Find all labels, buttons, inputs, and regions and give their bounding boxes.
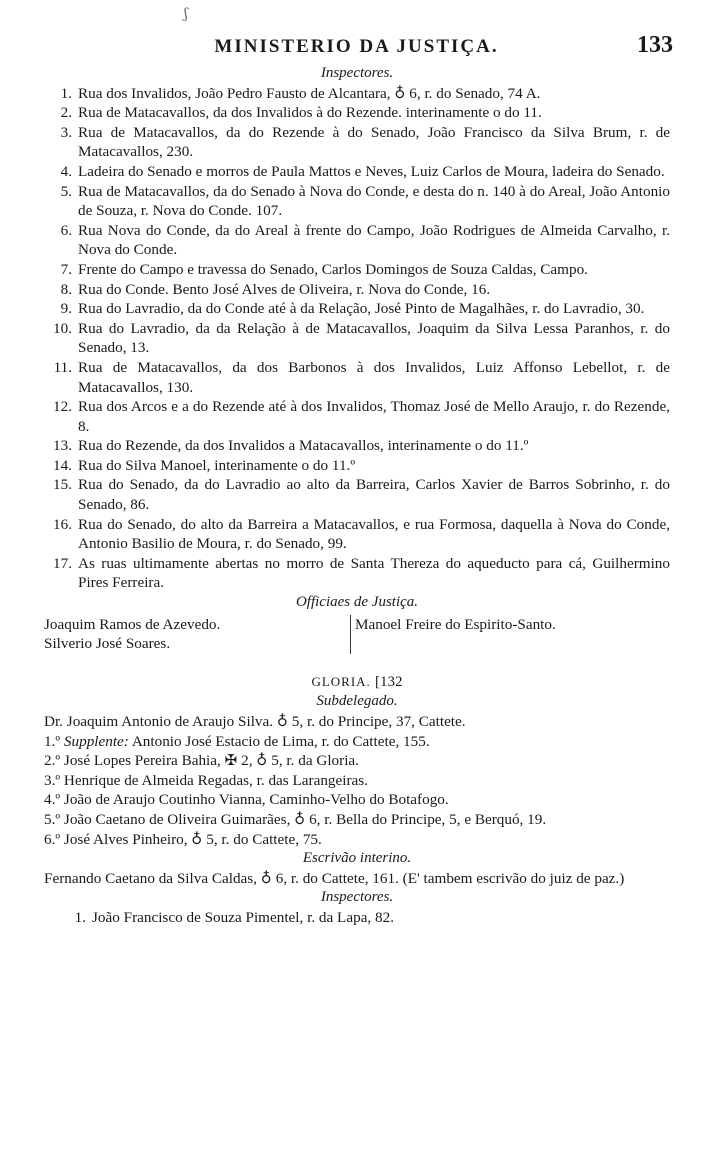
section-heading-gloria	[44, 672, 670, 693]
item-number: 14.	[53, 456, 72, 474]
section-ref: [132	[375, 673, 403, 690]
item-text: Rua dos Arcos e a do Rezende até à dos Invalidos, Thomaz José de Mello Araujo, r. do Rezende, 8.	[78, 398, 670, 435]
supplente-text: José Alves Pinheiro, ♁ 5, r. do Cattete, 75.	[63, 830, 322, 848]
official-name: Joaquim Ramos de Azevedo.	[44, 615, 221, 633]
page-number: 133	[637, 32, 673, 58]
list-item	[44, 475, 670, 514]
list-item	[44, 280, 670, 300]
supplente-entry	[44, 830, 670, 850]
item-text: Rua de Matacavallos, da do Senado à Nova do Conde, e desta do n. 140 à do Areal, João Antonio de Souza, r. Nova do Conde. 107.	[78, 182, 670, 220]
item-text: Rua de Matacavallos, da do Rezende à do Senado, João Francisco da Silva Brum, r. de Matacavallos, 230.	[78, 123, 670, 161]
supplente-text: João Caetano de Oliveira Guimarães, ♁ 6, r. Bella do Principe, 5, e Berquó, 19.	[63, 810, 547, 828]
item-text: Rua do Lavradio, da do Conde até à da Relação, José Pinto de Magalhães, r. do Lavradio, 30.	[78, 300, 645, 318]
list-item	[44, 260, 670, 280]
item-text: Rua de Matacavallos, da dos Invalidos à do Rezende. interinamente o do 11.	[78, 104, 542, 122]
supplente-entry	[44, 810, 670, 830]
item-number: 12.	[53, 398, 72, 416]
item-number: 6.	[60, 221, 72, 239]
officials-heading: Officiaes de Justiça.	[295, 594, 419, 611]
item-number: 13.	[53, 437, 72, 455]
item-number: 10.	[53, 319, 72, 337]
supplente-entry	[44, 771, 670, 791]
supplente-text: Henrique de Almeida Regadas, r. das Larangeiras.	[63, 771, 368, 789]
item-text: Rua do Senado, do alto da Barreira a Matacavallos, e rua Formosa, daquella à Nova do Conde, Antonio Basilio de Moura, r. do Senado, 99.	[78, 515, 670, 553]
official-name: Silverio José Soares.	[44, 635, 171, 653]
supplentes-list	[44, 732, 670, 850]
item-number: 16.	[53, 515, 72, 533]
item-text: Rua do Lavradio, da da Relação à de Matacavallos, Joaquim da Silva Lessa Paranhos, r. do Senado, 13.	[78, 319, 670, 357]
item-text: Rua do Silva Manoel, interinamente o do 11.º	[78, 456, 356, 474]
item-number: 17.	[53, 554, 72, 572]
list-item	[44, 123, 670, 162]
item-number: 2.	[60, 104, 72, 122]
item-number: 15.	[53, 476, 72, 494]
stray-ink-mark: ʃ	[184, 6, 188, 22]
escrivao-entry: Fernando Caetano da Silva Caldas, ♁ 6, r. do Cattete, 161. (E' tambem escrivão do juiz de paz.)	[44, 869, 625, 887]
item-text: Rua dos Invalidos, João Pedro Fausto de Alcantara, ♁ 6, r. do Senado, 74 A.	[78, 84, 541, 102]
item-number: 7.	[60, 260, 72, 278]
item-text: As ruas ultimamente abertas no morro de Santa Thereza do aqueducto para cá, Guilhermino Pires Ferreira.	[78, 554, 670, 592]
supplente-number: 5.º	[44, 810, 61, 828]
supplente-number: 3.º	[44, 771, 61, 789]
subdelegado-heading: Subdelegado.	[316, 693, 398, 710]
item-number: 5.	[60, 182, 72, 200]
supplente-number: 1.º	[44, 732, 61, 750]
supplente-text: João de Araujo Coutinho Vianna, Caminho-Velho do Botafogo.	[63, 791, 449, 809]
item-number: 11.	[53, 358, 72, 376]
running-head	[40, 32, 673, 66]
list-item	[44, 436, 670, 456]
list-item	[44, 84, 670, 104]
item-text: Ladeira do Senado e morros de Paula Mattos e Neves, Luiz Carlos de Moura, ladeira do Senado.	[78, 162, 665, 180]
supplente-number: 6.º	[44, 830, 61, 848]
list-item	[44, 103, 670, 123]
supplente-label: Supplente:	[63, 732, 129, 750]
gloria-inspectors-list	[58, 908, 670, 928]
supplente-text: José Lopes Pereira Bahia, ✠ 2, ♁ 5, r. da Gloria.	[63, 752, 359, 770]
officials-left-column	[44, 615, 350, 654]
item-number: 9.	[60, 300, 72, 318]
supplente-text: Antonio José Estacio de Lima, r. do Cattete, 155.	[131, 732, 430, 750]
item-text: Frente do Campo e travessa do Senado, Carlos Domingos de Souza Caldas, Campo.	[78, 260, 588, 278]
official-name: Manoel Freire do Espirito-Santo.	[355, 615, 556, 633]
list-item	[44, 358, 670, 397]
subdelegado-entry: Dr. Joaquim Antonio de Araujo Silva. ♁ 5, r. do Principe, 37, Cattete.	[44, 713, 466, 730]
item-text: Rua do Rezende, da dos Invalidos a Matacavallos, interinamente o do 11.º	[78, 437, 529, 455]
list-item	[58, 908, 670, 928]
list-item	[44, 319, 670, 358]
inspectors-list	[44, 84, 670, 593]
item-text: Rua do Senado, da do Lavradio ao alto da Barreira, Carlos Xavier de Barros Sobrinho, r. do Senado, 86.	[78, 476, 670, 514]
item-text: João Francisco de Souza Pimentel, r. da Lapa, 82.	[92, 908, 394, 926]
supplente-entry	[44, 732, 670, 752]
gloria-inspectors-heading: Inspectores.	[320, 889, 394, 906]
page-content	[44, 64, 670, 928]
list-item	[44, 397, 670, 436]
section-label: GLORIA.	[311, 673, 371, 689]
supplente-entry	[44, 790, 670, 810]
officials-right-column	[350, 615, 556, 654]
running-title: MINISTERIO DA JUSTIÇA.	[214, 36, 499, 57]
list-item	[44, 515, 670, 554]
list-item	[44, 162, 670, 182]
list-item	[44, 456, 670, 476]
item-number: 4.	[60, 162, 72, 180]
list-item	[44, 221, 670, 260]
item-number: 1.	[60, 84, 72, 102]
item-number: 1.	[74, 908, 86, 926]
item-text: Rua de Matacavallos, da dos Barbonos à dos Invalidos, Luiz Affonso Lebellot, r. de Matacavallos, 130.	[78, 358, 670, 396]
item-text: Rua do Conde. Bento José Alves de Oliveira, r. Nova do Conde, 16.	[78, 280, 491, 298]
supplente-number: 4.º	[44, 791, 61, 809]
escrivao-heading: Escrivão interino.	[302, 850, 412, 867]
inspectors-heading: Inspectores.	[320, 65, 394, 81]
item-number: 3.	[60, 123, 72, 141]
list-item	[44, 554, 670, 593]
item-text: Rua Nova do Conde, da do Areal à frente do Campo, João Rodrigues de Almeida Carvalho, r. Nova do Conde.	[78, 221, 670, 259]
list-item	[44, 299, 670, 319]
list-item	[44, 182, 670, 221]
officials-table	[44, 615, 670, 654]
item-number: 8.	[60, 280, 72, 298]
supplente-entry	[44, 751, 670, 771]
supplente-number: 2.º	[44, 752, 61, 770]
